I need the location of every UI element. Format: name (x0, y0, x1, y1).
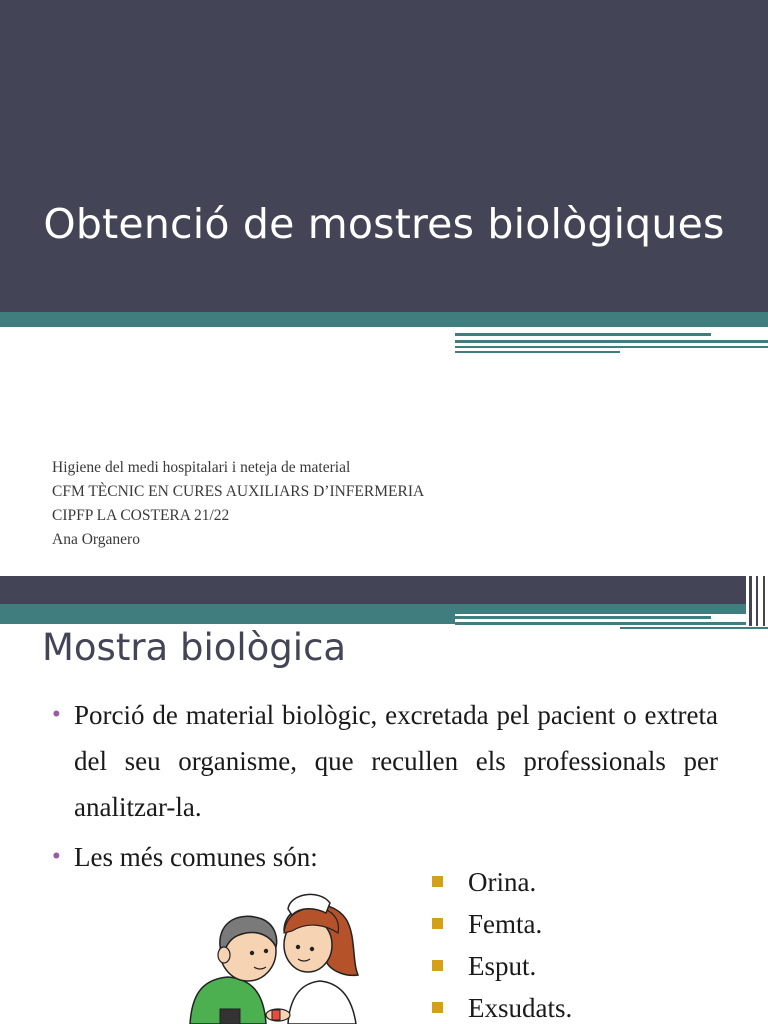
square-bullet-icon (432, 1002, 443, 1013)
header-band (0, 576, 746, 604)
stripe (763, 576, 765, 626)
sample-types-list (432, 861, 572, 1024)
slide-title: Obtenció de mostres biològiques (43, 200, 725, 248)
subtitle-block (52, 456, 424, 552)
stripe (756, 576, 758, 626)
deco-line (455, 616, 711, 619)
sample-label: Exsudats. (468, 993, 573, 1023)
deco-line (455, 622, 746, 625)
sample-label: Orina. (468, 867, 537, 897)
deco-line (455, 333, 711, 336)
slide-title: Mostra biològica (42, 626, 347, 669)
bullet-item (52, 692, 718, 830)
bullet-dot-icon: • (52, 701, 61, 728)
sample-label: Femta. (468, 909, 543, 939)
bullet-text: Les més comunes són: (74, 842, 318, 872)
deco-line (620, 627, 768, 629)
square-bullet-icon (432, 918, 443, 929)
deco-line (455, 346, 768, 348)
stripe (749, 576, 752, 626)
content-slide (0, 576, 768, 1024)
bullet-text: Porció de material biològic, excretada pel pacient o extreta del seu organisme, que recullen els professionals per analitzar-la. (74, 700, 718, 822)
bullet-list (52, 692, 718, 880)
square-bullet-icon (432, 960, 443, 971)
subtitle-line: Ana Organero (52, 531, 140, 548)
sample-item (432, 987, 572, 1024)
title-band (0, 0, 768, 312)
nurse-and-patient-illustration (180, 891, 380, 1024)
sample-item (432, 945, 572, 987)
sample-item (432, 861, 572, 903)
bullet-item (52, 834, 718, 880)
deco-line (455, 340, 768, 343)
subtitle-line: CIPFP LA COSTERA 21/22 (52, 507, 230, 524)
sample-label: Esput. (468, 951, 537, 981)
sample-item (432, 903, 572, 945)
subtitle-line: Higiene del medi hospitalari i neteja de material (52, 459, 351, 476)
bullet-dot-icon: • (52, 843, 61, 870)
square-bullet-icon (432, 876, 443, 887)
deco-line (455, 351, 620, 353)
subtitle-line: CFM TÈCNIC EN CURES AUXILIARS D’INFERMERIA (52, 483, 425, 500)
teal-band (0, 312, 768, 327)
